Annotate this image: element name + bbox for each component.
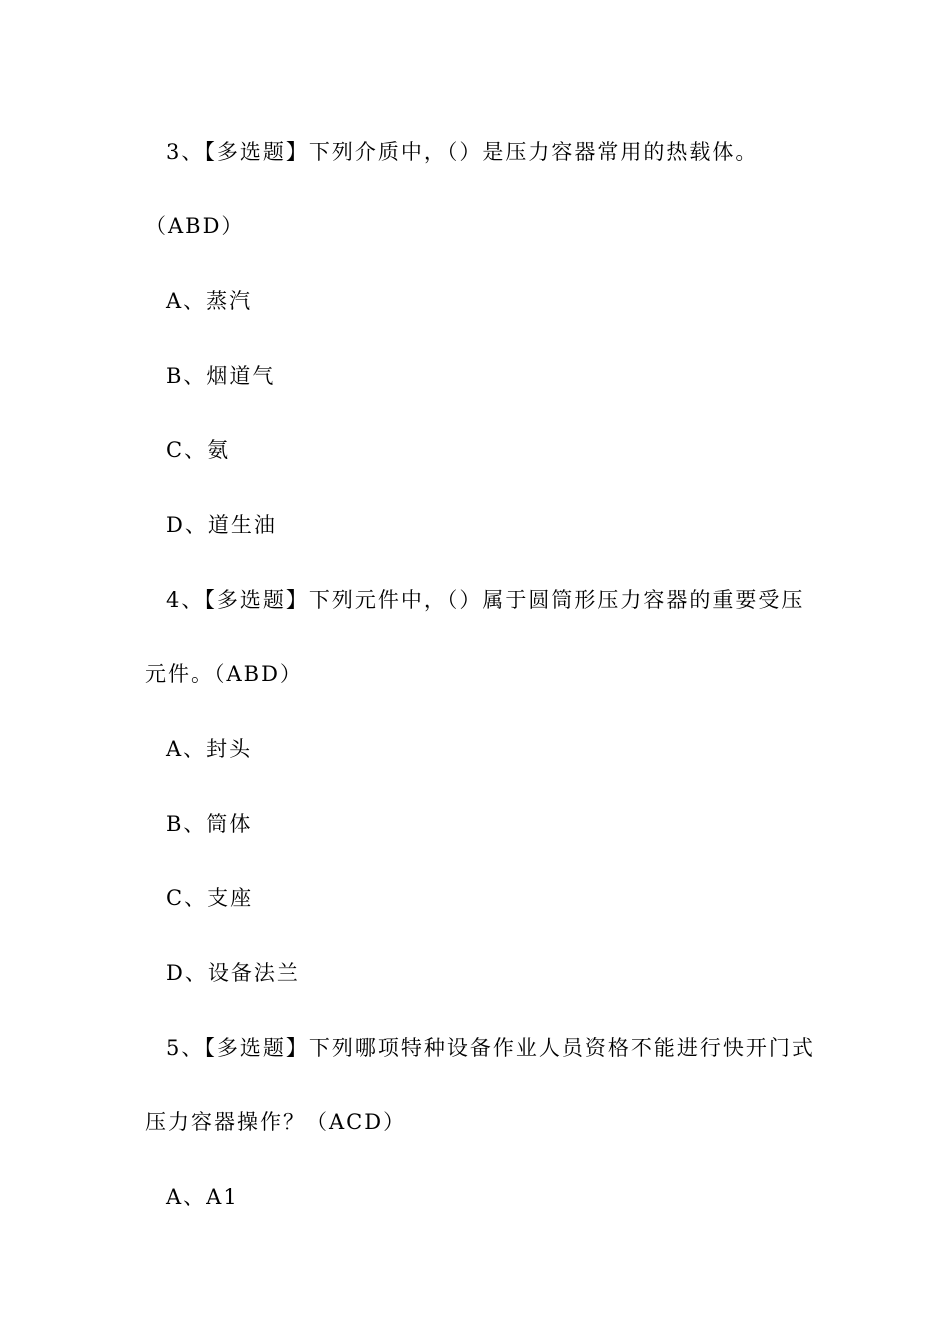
question-3-option-c: C、氨	[166, 438, 231, 462]
question-4-text-continued: 元件。（ABD）	[145, 662, 303, 686]
question-3-option-d: D、道生油	[166, 513, 277, 537]
question-3-text: 3、【多选题】下列介质中，（）是压力容器常用的热载体。	[166, 140, 759, 164]
question-3-answer: （ABD）	[145, 214, 245, 238]
question-5-option-a: A、A1	[166, 1185, 239, 1209]
question-4-text: 4、【多选题】下列元件中，（）属于圆筒形压力容器的重要受压	[166, 588, 805, 612]
question-3-option-b: B、烟道气	[166, 364, 276, 388]
question-4-option-d: D、设备法兰	[166, 961, 300, 985]
question-3-option-a: A、蒸汽	[166, 289, 253, 313]
question-5-text: 5、【多选题】下列哪项特种设备作业人员资格不能进行快开门式	[166, 1036, 815, 1060]
question-4-option-c: C、支座	[166, 886, 254, 910]
question-4-option-a: A、封头	[166, 737, 253, 761]
question-4-option-b: B、筒体	[166, 812, 253, 836]
question-5-text-continued: 压力容器操作？（ACD）	[145, 1110, 407, 1134]
